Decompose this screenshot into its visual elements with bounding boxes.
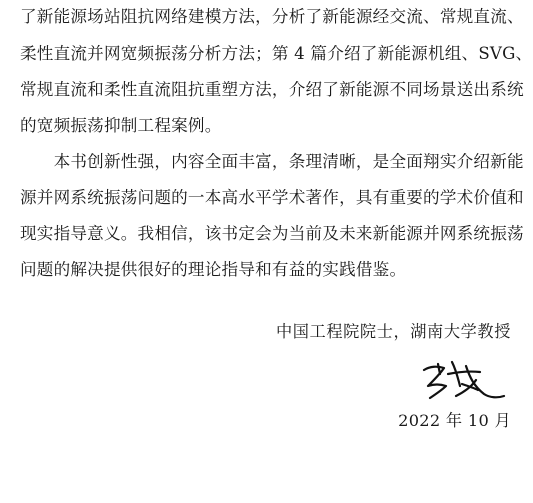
date: 2022 年 10 月 xyxy=(398,411,511,430)
author-title: 中国工程院院士，湖南大学教授 xyxy=(275,322,511,341)
handwritten-signature xyxy=(418,356,510,402)
text-line: 常规直流和柔性直流阻抗重塑方法，介绍了新能源不同场景送出系统 xyxy=(20,80,524,99)
text-line: 现实指导意义。我相信，该书定会为当前及未来新能源并网系统振荡 xyxy=(20,224,524,243)
text-line: 本书创新性强，内容全面丰富，条理清晰，是全面翔实介绍新能 xyxy=(20,152,524,171)
text-line: 源并网系统振荡问题的一本高水平学术著作，具有重要的学术价值和 xyxy=(20,188,524,207)
text-line: 的宽频振荡抑制工程案例。 xyxy=(20,116,222,135)
text-line: 了新能源场站阻抗网络建模方法，分析了新能源经交流、常规直流、 xyxy=(20,7,524,26)
text-line: 问题的解决提供很好的理论指导和有益的实践借鉴。 xyxy=(20,260,407,279)
text-line: 柔性直流并网宽频振荡分析方法；第 4 篇介绍了新能源机组、SVG、 xyxy=(20,44,533,63)
